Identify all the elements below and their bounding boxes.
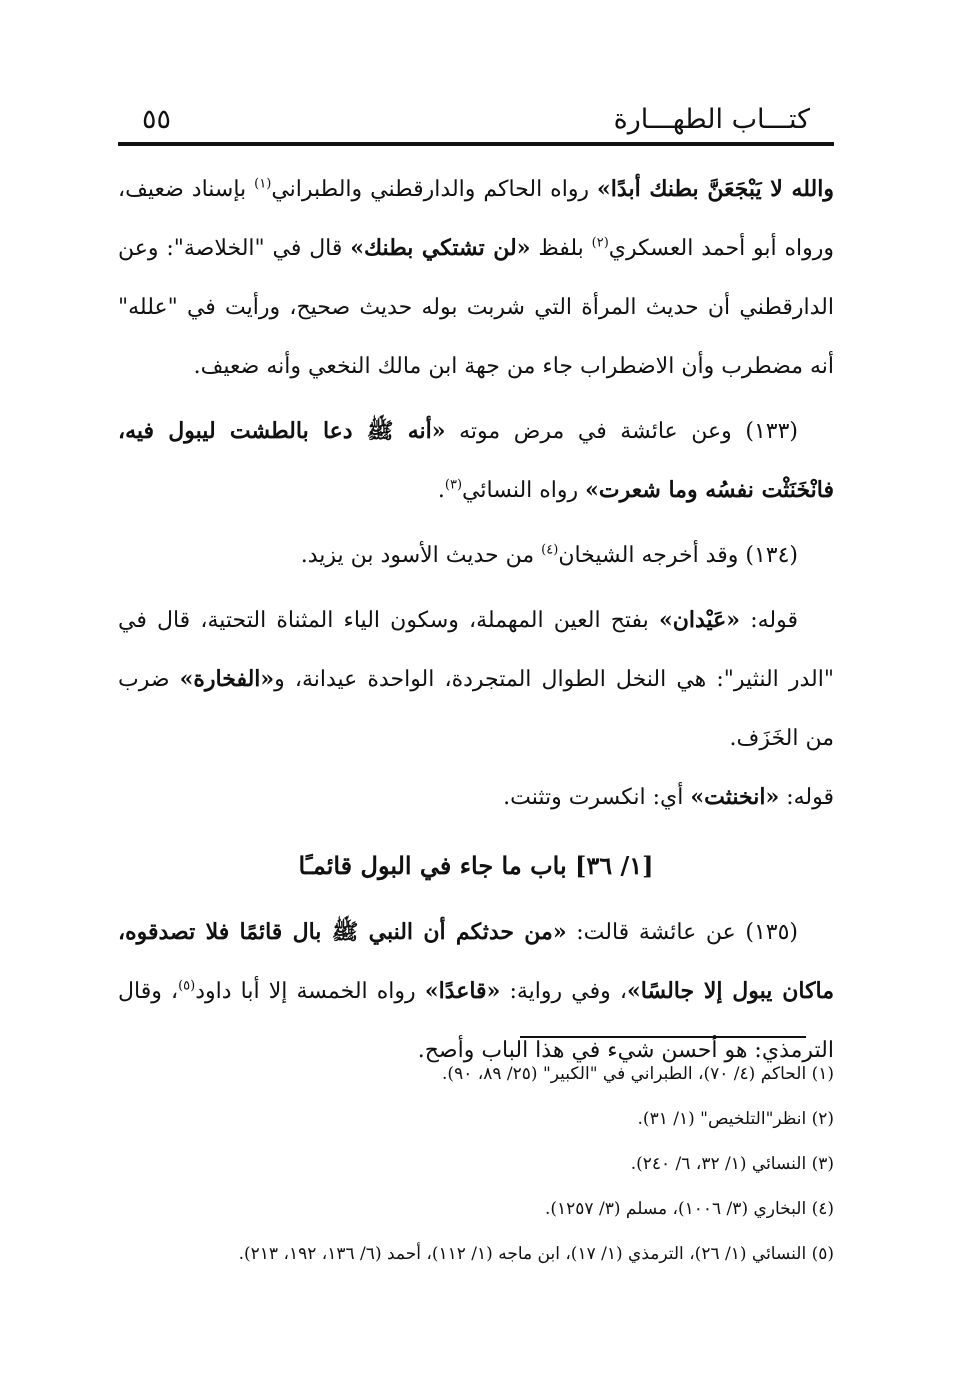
footnote-ref: (٢) [591, 235, 609, 251]
text-run: رواه النسائي [462, 478, 586, 503]
term-bold: «عَيْدان» [658, 607, 741, 633]
text-run: ، وقال الترمذي: هو أحسن شيء في هذا الباب وأصح. [118, 979, 834, 1063]
text-run: قال في "الخلاصة": وعن الدارقطني أن حديث المرأة التي شربت بوله حديث صحيح، ورأيت في "علله" أنه مضطرب وأن الاضطراب جاء من جهة ابن مالك النخعي وأنه ضعيف. [118, 236, 834, 379]
footnote-ref: (٥) [178, 978, 196, 994]
text-run: قوله: [779, 785, 834, 810]
text-run: (١٣٥) عن عائشة قالت: [566, 920, 798, 945]
hadith-134 [118, 526, 834, 585]
text-run: قوله: [740, 608, 798, 633]
page-number: ٥٥ [142, 104, 172, 135]
footnote-3: (٣) النسائي (١/ ٣٢، ٦/ ٢٤٠). [630, 1154, 834, 1174]
footnote-4: (٤) البخاري (٣/ ١٠٠٦)، مسلم (٣/ ١٢٥٧). [544, 1199, 834, 1219]
footnote-ref: (١) [254, 176, 272, 192]
text-run: (١٣٣) وعن عائشة في مرض موته [445, 419, 799, 444]
text-run: بإسناد ضعيف، ورواه أبو أحمد العسكري [118, 177, 835, 261]
chapter-heading: [١/ ٣٦] باب ما جاء في البول قائمـًا [298, 851, 654, 880]
quote-bold: «أنه ﷺ دعا بالطشت ليبول فيه، فانْخَنَثْت نفسُه وما شعرت» [118, 418, 834, 503]
text-run: رواه الخمسة إلا أبا داود [195, 979, 425, 1004]
text-run: . [437, 478, 445, 503]
commentary-paragraph [118, 591, 834, 827]
header-rule [118, 142, 834, 146]
footnote-5: (٥) النسائي (١/ ٢٦)، الترمذي (١/ ١٧)، ابن ماجه (١/ ١١٢)، أحمد (٦/ ١٣٦، ١٩٢، ٢١٣). [238, 1244, 834, 1264]
term-bold: «انخنثت» [690, 784, 780, 810]
quote-bold: «قاعدًا» [424, 978, 501, 1004]
quote-bold: «لن تشتكي بطنك» [350, 235, 531, 261]
text-run: ضرب من الخَزَف. [118, 667, 834, 751]
quote-bold: «من حدثكم أن النبي ﷺ بال قائمًا فلا تصدقوه، ماكان يبول إلا جالسًا» [118, 919, 835, 1004]
main-text [118, 160, 834, 1080]
term-bold: «الفخارة» [179, 666, 275, 692]
quote-bold: والله لا يَبْجَعَنَّ بطنك أبدًا» [597, 176, 834, 202]
text-run: أي: انكسرت وتثنت. [503, 785, 691, 810]
text-run: رواه الحاكم والدارقطني والطبراني [271, 177, 598, 202]
text-run: (١٣٤) وقد أخرجه الشيخان [558, 543, 798, 568]
text-run: بلفظ [530, 236, 592, 261]
paragraph-continuation [118, 160, 834, 396]
page-header [118, 100, 834, 144]
hadith-133 [118, 402, 834, 520]
footnote-ref: (٣) [444, 477, 463, 493]
footnote-2: (٢) انظر"التلخيص" (١/ ٣١). [637, 1109, 834, 1129]
footnote-separator [520, 1036, 806, 1038]
running-title: كتـــاب الطهـــارة [613, 104, 810, 135]
text-run: ، وفي رواية: [500, 979, 627, 1004]
footnote-1: (١) الحاكم (٤/ ٧٠)، الطبراني في "الكبير" (٢٥/ ٨٩، ٩٠). [442, 1064, 834, 1084]
text-run: بفتح العين المهملة، وسكون الياء المثناة التحتية، قال في "الدر النثير": هي النخل الطوال المتجردة، الواحدة عيدانة، و [118, 608, 834, 692]
footnote-ref: (٤) [541, 542, 559, 558]
text-run: من حديث الأسود بن يزيد. [300, 543, 542, 568]
footnotes [118, 1052, 834, 1277]
